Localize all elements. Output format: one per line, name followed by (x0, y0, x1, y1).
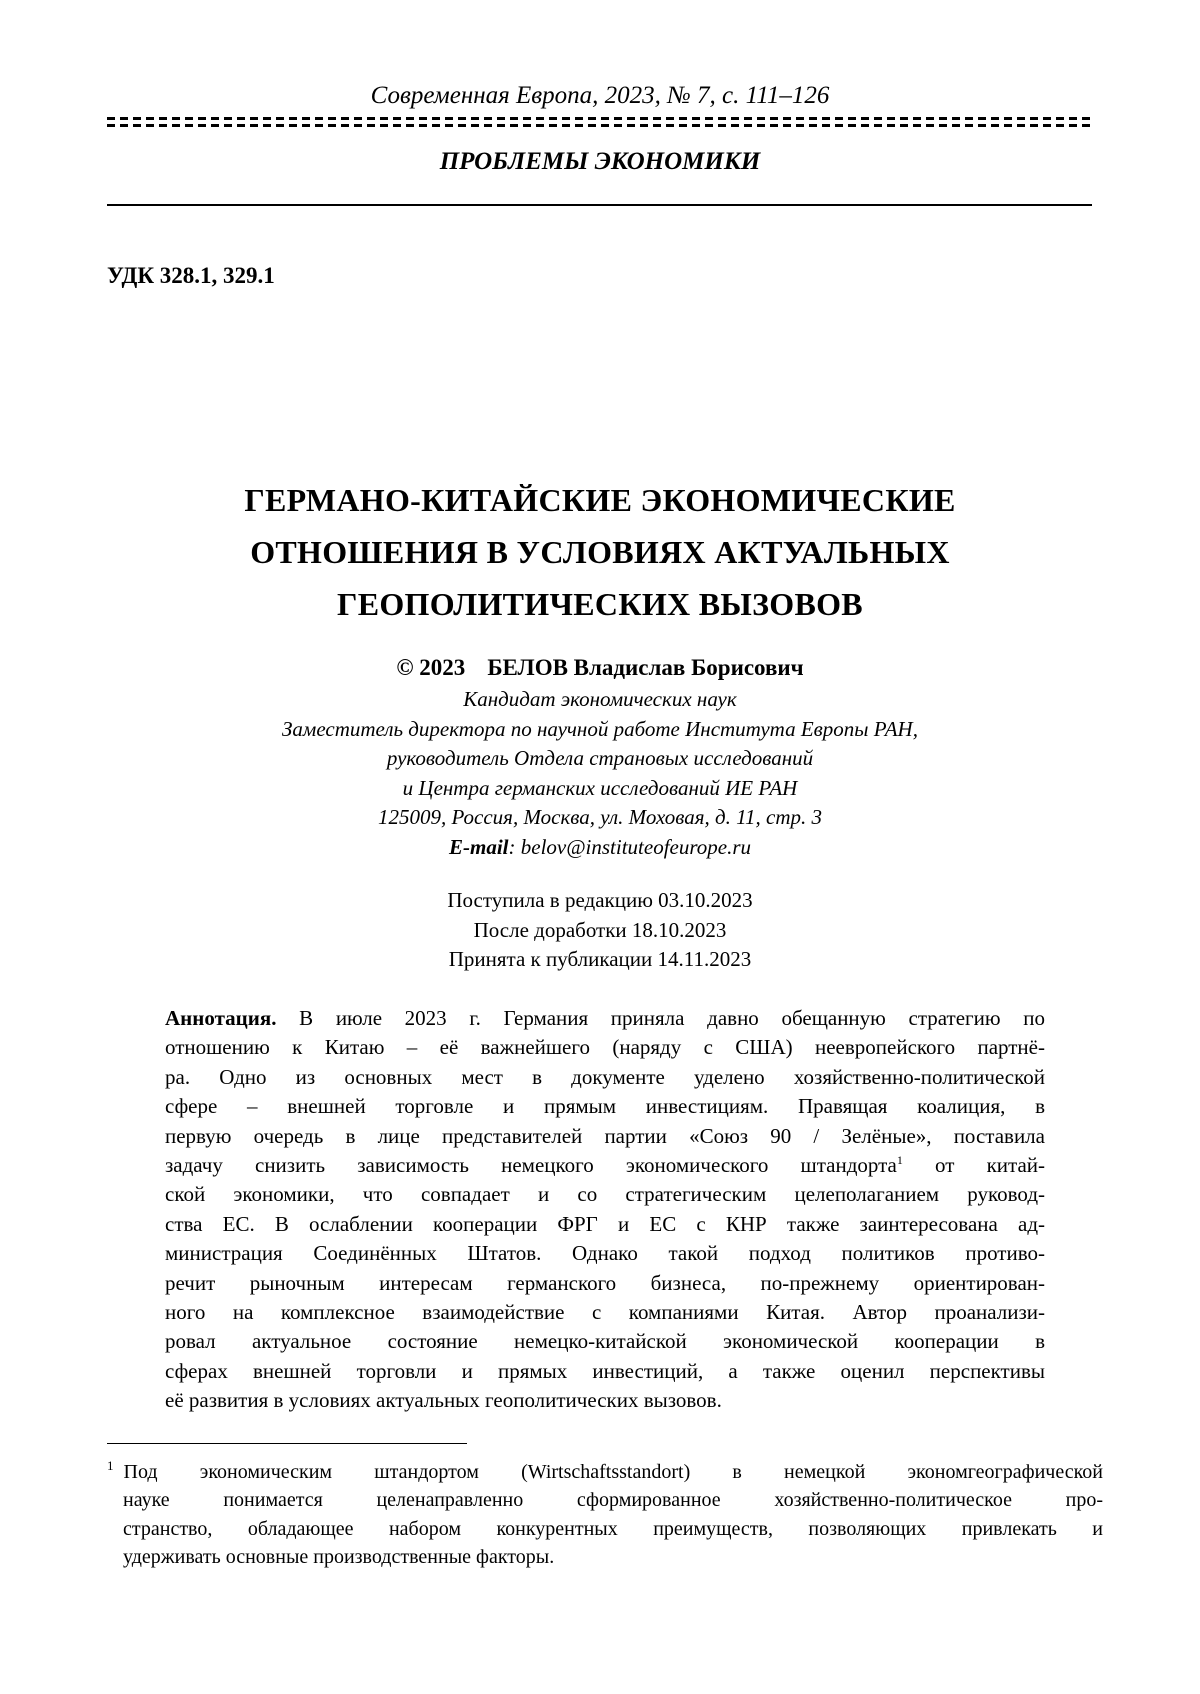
section-heading: ПРОБЛЕМЫ ЭКОНОМИКИ (439, 148, 761, 175)
abstract-line: первую очередь в лице представителей партии «Союз 90 / Зелёные», поставила (165, 1123, 1045, 1148)
title-line: ОТНОШЕНИЯ В УСЛОВИЯХ АКТУАЛЬНЫХ (250, 534, 950, 570)
date-received: Поступила в редакцию 03.10.2023 (447, 888, 753, 912)
author-degree: Кандидат экономических наук (463, 687, 737, 711)
abstract-line: задачу снизить зависимость немецкого экономического штандорта$^1$ от китай- (165, 1152, 1045, 1177)
footnote-separator (107, 1443, 467, 1444)
author-position: руководитель Отдела страновых исследований (386, 746, 814, 770)
author-affiliation (0, 685, 1200, 862)
abstract-line: ного на комплексное взаимодействие с компаниями Китая. Автор проанализи- (165, 1299, 1045, 1324)
abstract-line: ровал актуальное состояние немецко-китайской экономической кооперации в (165, 1329, 1045, 1354)
abstract-line: Аннотация. В июле 2023 г. Германия приняла давно обещанную стратегию по (165, 1006, 1045, 1030)
header-rule (107, 204, 1092, 206)
email-separator: : (508, 834, 521, 859)
footnote-line: странство, обладающее набором конкурентных преимуществ, позволяющих привлекать и (123, 1517, 1103, 1540)
author-position: и Центра германских исследований ИЕ РАН (402, 775, 798, 800)
abstract (165, 1004, 1045, 1415)
abstract-label: Аннотация. (165, 1006, 277, 1030)
udk-code: УДК 328.1, 329.1 (107, 263, 275, 288)
abstract-line: министрация Соединённых Штатов. Однако такой подход политиков противо- (165, 1241, 1045, 1266)
abstract-line: сфере – внешней торговле и прямым инвестициям. Правящая коалиция, в (165, 1094, 1045, 1119)
author-email[interactable]: belov@instituteofeurope.ru (520, 834, 752, 859)
abstract-line: ской экономики, что совпадает и со стратегическим целеполаганием руковод- (165, 1182, 1045, 1207)
abstract-line: ства ЕС. В ослаблении кооперации ФРГ и ЕС с КНР также заинтересована ад- (165, 1211, 1045, 1236)
author-line (0, 653, 1200, 683)
author-email-row (0, 833, 1200, 863)
author-address: 125009, Россия, Москва, ул. Моховая, д. 11, стр. 3 (377, 805, 823, 829)
footnote-reference[interactable]: 1 (896, 1152, 903, 1167)
title-line: ГЕРМАНО-КИТАЙСКИЕ ЭКОНОМИЧЕСКИЕ (244, 482, 956, 518)
date-revised: После доработки 18.10.2023 (473, 917, 727, 942)
date-accepted: Принята к публикации 14.11.2023 (448, 947, 752, 971)
double-rule-bottom (107, 124, 1092, 127)
footnote-line: удерживать основные производственные факторы. (123, 1546, 555, 1569)
footnote-line: науке понимается целенаправленно сформированное хозяйственно-политическое про- (123, 1489, 1103, 1512)
footnote-line: $^1$ Под экономическим штандортом (Wirtschaftsstandort) в немецкой экономгеографической (107, 1458, 1103, 1483)
footnote (107, 1458, 1103, 1572)
abstract-line: ра. Одно из основных мест в документе уделено хозяйственно-политической (165, 1064, 1045, 1089)
abstract-line: речит рыночным интересам германского бизнеса, по-прежнему ориентирован- (165, 1270, 1045, 1295)
abstract-line: её развития в условиях актуальных геополитических вызовов. (165, 1388, 722, 1413)
email-label: E-mail (448, 834, 509, 859)
title-line: ГЕОПОЛИТИЧЕСКИХ ВЫЗОВОВ (337, 586, 863, 622)
journal-citation: Современная Европа, 2023, № 7, с. 111–126 (370, 82, 830, 109)
abstract-line: отношению к Китаю – её важнейшего (наряду с США) неевропейского партнё- (165, 1035, 1045, 1060)
footnote-mark: 1 (107, 1458, 114, 1474)
article-title (150, 474, 1050, 630)
abstract-line: сферах внешней торговли и прямых инвестиций, а также оценил перспективы (165, 1358, 1045, 1383)
double-rule-top (107, 117, 1092, 120)
author-position: Заместитель директора по научной работе Института Европы РАН, (282, 716, 918, 741)
author-name: БЕЛОВ Владислав Борисович (487, 655, 804, 680)
submission-dates (0, 886, 1200, 975)
copyright: © 2023 (396, 655, 466, 680)
